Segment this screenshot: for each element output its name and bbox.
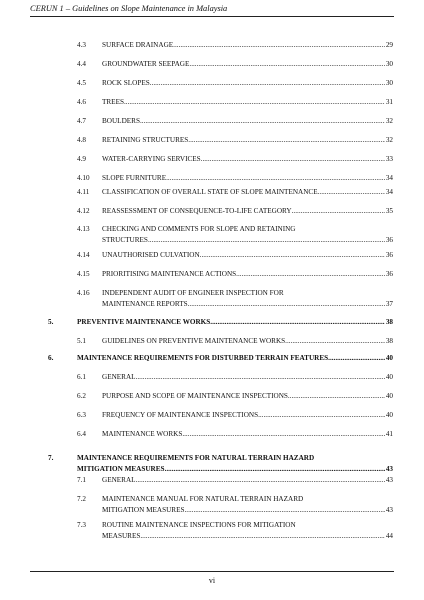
toc-entry-number: 4.15 bbox=[77, 270, 90, 278]
toc-entry-number: 7.1 bbox=[77, 476, 86, 484]
toc-entry-number: 4.9 bbox=[77, 155, 86, 163]
toc-entry-title bbox=[102, 372, 393, 383]
toc-entry-page: 40 bbox=[385, 354, 393, 362]
toc-entry-title bbox=[77, 453, 393, 475]
toc-entry-title bbox=[102, 520, 393, 542]
page-number: vi bbox=[208, 576, 216, 585]
toc-entry-title-line: BOULDERS bbox=[102, 117, 140, 125]
toc-entry-title-line: FREQUENCY OF MAINTENANCE INSPECTIONS bbox=[102, 411, 259, 419]
toc-entry-page: 36 bbox=[385, 270, 393, 278]
toc-entry-number: 6.3 bbox=[77, 411, 86, 419]
dot-leader bbox=[173, 40, 385, 51]
toc-entry-number: 4.7 bbox=[77, 117, 86, 125]
toc-entry-page: 40 bbox=[385, 373, 393, 381]
running-header: CERUN 1 – Guidelines on Slope Maintenance in Malaysia bbox=[30, 4, 228, 13]
toc-entry-number: 6. bbox=[48, 354, 54, 362]
toc-entry-number: 4.8 bbox=[77, 136, 86, 144]
toc-entry-page: 43 bbox=[385, 465, 393, 473]
toc-entry-page: 41 bbox=[385, 430, 393, 438]
dot-leader bbox=[182, 429, 384, 440]
dot-leader bbox=[210, 317, 385, 328]
toc-entry-title-line: SURFACE DRAINAGE bbox=[102, 41, 174, 49]
toc-entry-title-line: PURPOSE AND SCOPE OF MAINTENANCE INSPECTIONS bbox=[102, 392, 288, 400]
toc-entry-title-line: STRUCTURES bbox=[102, 236, 148, 244]
toc-entry-number: 6.1 bbox=[77, 373, 86, 381]
dot-leader bbox=[136, 475, 385, 486]
toc-entry-title-line: RETAINING STRUCTURES bbox=[102, 136, 189, 144]
dot-leader bbox=[188, 135, 385, 146]
toc-entry-page: 33 bbox=[385, 155, 393, 163]
toc-entry-page: 40 bbox=[385, 411, 393, 419]
toc-entry-page: 35 bbox=[385, 207, 393, 215]
toc-entry-title-line: GUIDELINES ON PREVENTIVE MAINTENANCE WORKS bbox=[102, 337, 286, 345]
toc-entry-page: 43 bbox=[385, 506, 393, 514]
toc-entry-title-line: CHECKING AND COMMENTS FOR SLOPE AND RETAINING bbox=[102, 225, 296, 233]
toc-entry-title bbox=[102, 410, 393, 421]
toc-entry-title-line: MAINTENANCE REQUIREMENTS FOR DISTURBED TERRAIN FEATURES bbox=[77, 354, 329, 362]
toc-entry-page: 32 bbox=[385, 136, 393, 144]
toc-entry-title bbox=[102, 135, 393, 146]
toc-entry-title bbox=[102, 40, 393, 51]
toc-entry-title bbox=[102, 494, 393, 516]
toc-entry-title bbox=[102, 206, 393, 217]
dot-leader bbox=[285, 336, 385, 347]
toc-entry-page: 32 bbox=[385, 117, 393, 125]
toc-entry-title bbox=[102, 78, 393, 89]
toc-entry-title-line: MAINTENANCE REQUIREMENTS FOR NATURAL TERRAIN HAZARD bbox=[77, 454, 315, 462]
header-divider bbox=[30, 16, 394, 17]
dot-leader bbox=[148, 235, 385, 246]
toc-entry-page: 30 bbox=[385, 79, 393, 87]
dot-leader bbox=[136, 372, 385, 383]
toc-entry-title bbox=[102, 269, 393, 280]
toc-entry-title-line: PRIORITISING MAINTENANCE ACTIONS bbox=[102, 270, 237, 278]
dot-leader bbox=[188, 299, 385, 310]
toc-entry-title-line: MAINTENANCE WORKS bbox=[102, 430, 183, 438]
dot-leader bbox=[318, 187, 385, 198]
toc-entry-title bbox=[102, 116, 393, 127]
toc-entry-title-line: REASSESSMENT OF CONSEQUENCE-TO-LIFE CATEGORY bbox=[102, 207, 292, 215]
toc-entry-number: 6.2 bbox=[77, 392, 86, 400]
toc-entry-title bbox=[102, 391, 393, 402]
toc-entry-title-line: MITIGATION MEASURES bbox=[77, 465, 165, 473]
toc-entry-number: 4.12 bbox=[77, 207, 90, 215]
toc-entry-page: 36 bbox=[385, 251, 393, 259]
toc-entry-title-line: WATER-CARRYING SERVICES bbox=[102, 155, 201, 163]
toc-entry-number: 7.3 bbox=[77, 521, 86, 529]
footer-divider bbox=[30, 571, 394, 572]
dot-leader bbox=[165, 464, 385, 475]
dot-leader bbox=[258, 410, 385, 421]
toc-entry-page: 31 bbox=[385, 98, 393, 106]
dot-leader bbox=[236, 269, 385, 280]
dot-leader bbox=[292, 206, 385, 217]
toc-entry-title bbox=[102, 336, 393, 347]
toc-entry-title bbox=[102, 224, 393, 246]
dot-leader bbox=[288, 391, 385, 402]
toc-entry-title bbox=[102, 97, 393, 108]
toc-entry-title-line: GROUNDWATER SEEPAGE bbox=[102, 60, 190, 68]
toc-entry-page: 34 bbox=[385, 174, 393, 182]
toc-entry-title-line: MITIGATION MEASURES bbox=[102, 506, 185, 514]
toc-entry-title bbox=[102, 59, 393, 70]
toc-entry-title-line: CLASSIFICATION OF OVERALL STATE OF SLOPE MAINTENANCE bbox=[102, 188, 318, 196]
dot-leader bbox=[124, 97, 385, 108]
dot-leader bbox=[189, 59, 384, 70]
toc-entry-title-line: INDEPENDENT AUDIT OF ENGINEER INSPECTION FOR bbox=[102, 289, 284, 297]
toc-entry-number: 5. bbox=[48, 318, 54, 326]
toc-entry-page: 29 bbox=[385, 41, 393, 49]
toc-entry-title-line: MAINTENANCE MANUAL FOR NATURAL TERRAIN HAZARD bbox=[102, 495, 304, 503]
toc-entry-title-line: ROUTINE MAINTENANCE INSPECTIONS FOR MITIGATION bbox=[102, 521, 296, 529]
toc-entry-title-line: SLOPE FURNITURE bbox=[102, 174, 167, 182]
toc-entry-title bbox=[102, 250, 393, 261]
dot-leader bbox=[201, 154, 385, 165]
toc-entry-title bbox=[102, 288, 393, 310]
toc-entry-title bbox=[102, 154, 393, 165]
toc-entry-title-line: PREVENTIVE MAINTENANCE WORKS bbox=[77, 318, 211, 326]
toc-entry-number: 7.2 bbox=[77, 495, 86, 503]
toc-entry-number: 5.1 bbox=[77, 337, 86, 345]
toc-entry-title bbox=[77, 317, 393, 328]
toc-entry-title-line: MEASURES bbox=[102, 532, 141, 540]
toc-entry-number: 4.10 bbox=[77, 174, 90, 182]
toc-entry-page: 36 bbox=[385, 236, 393, 244]
toc-entry-title-line: UNAUTHORISED CULVATION bbox=[102, 251, 200, 259]
toc-entry-number: 4.3 bbox=[77, 41, 86, 49]
dot-leader bbox=[184, 505, 384, 516]
toc-entry-title bbox=[102, 187, 393, 198]
toc-entry-page: 38 bbox=[385, 337, 393, 345]
toc-entry-page: 30 bbox=[385, 60, 393, 68]
dot-leader bbox=[140, 116, 385, 127]
toc-entry-title-line: GENERAL bbox=[102, 373, 136, 381]
toc-entry-page: 43 bbox=[385, 476, 393, 484]
toc-entry-number: 7. bbox=[48, 454, 54, 462]
dot-leader bbox=[150, 78, 385, 89]
toc-entry-title bbox=[102, 475, 393, 486]
toc-entry-title bbox=[77, 353, 393, 364]
toc-entry-number: 4.11 bbox=[77, 188, 90, 196]
toc-entry-title bbox=[102, 429, 393, 440]
toc-entry-number: 4.13 bbox=[77, 225, 90, 233]
toc-entry-page: 34 bbox=[385, 188, 393, 196]
toc-entry-title-line: GENERAL bbox=[102, 476, 136, 484]
toc-entry-number: 4.14 bbox=[77, 251, 90, 259]
dot-leader bbox=[200, 250, 385, 261]
toc-entry-page: 37 bbox=[385, 300, 393, 308]
toc-entry-number: 6.4 bbox=[77, 430, 86, 438]
toc-entry-page: 40 bbox=[385, 392, 393, 400]
dot-leader bbox=[328, 353, 385, 364]
toc-entry-number: 4.4 bbox=[77, 60, 86, 68]
toc-entry-page: 44 bbox=[385, 532, 393, 540]
toc-entry-title bbox=[102, 173, 393, 184]
toc-entry-number: 4.6 bbox=[77, 98, 86, 106]
toc-entry-page: 38 bbox=[385, 318, 393, 326]
toc-entry-number: 4.5 bbox=[77, 79, 86, 87]
toc-entry-title-line: MAINTENANCE REPORTS bbox=[102, 300, 188, 308]
dot-leader bbox=[166, 173, 385, 184]
dot-leader bbox=[140, 531, 384, 542]
toc-entry-title-line: ROCK SLOPES bbox=[102, 79, 150, 87]
toc-entry-title-line: TREES bbox=[102, 98, 124, 106]
toc-entry-number: 4.16 bbox=[77, 289, 90, 297]
